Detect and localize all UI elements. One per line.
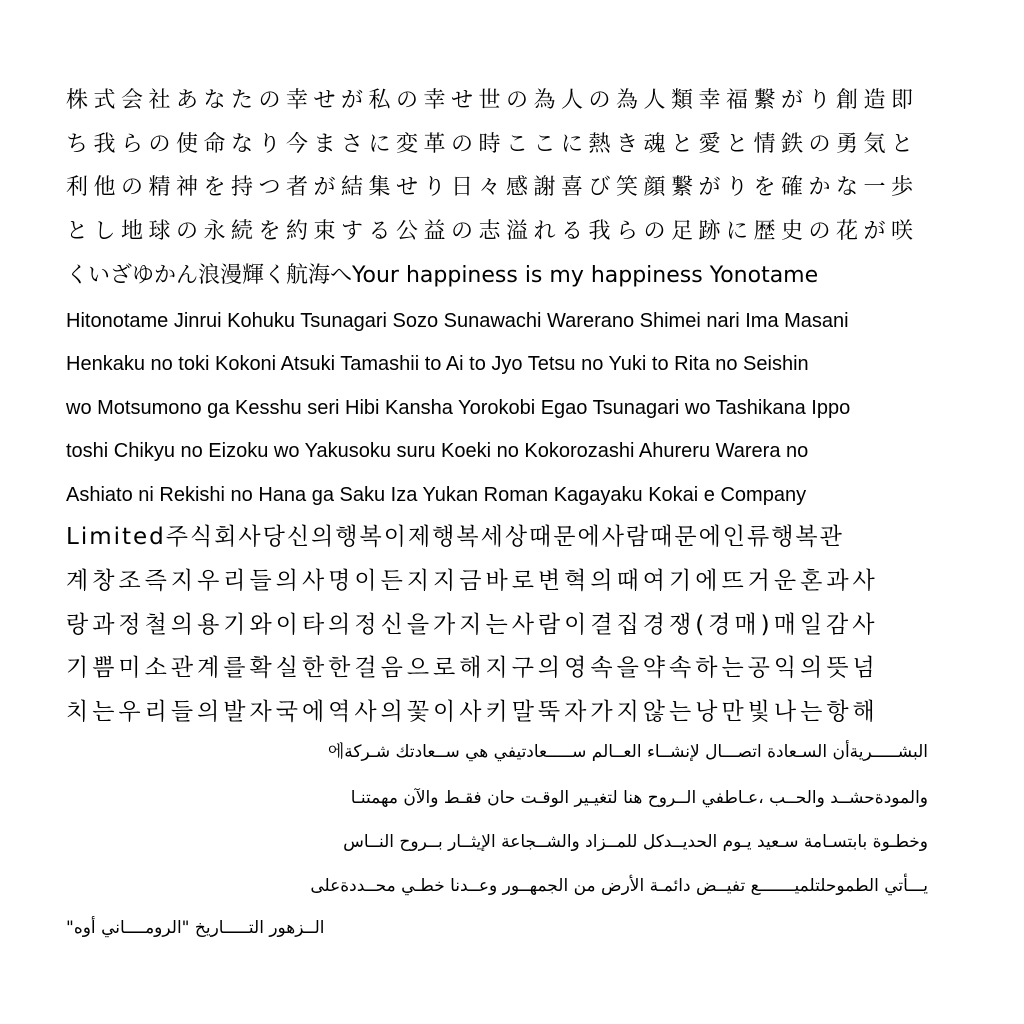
- text-line: يـــأتي الطموحلتلميـــــــع تفيــض دائمـة الأرض من الجمهــور وعــدنا خطـي محــددةعلى: [310, 876, 928, 896]
- text-line: 기쁨미소관계를확실한한걸음으로해지구의영속을약속하는공익의뜻넘: [66, 655, 879, 681]
- text-line: Henkaku no toki Kokoni Atsuki Tamashii to Ai to Jyo Tetsu no Yuki to Rita no Seishin: [66, 353, 809, 375]
- text-line: [66, 265, 818, 287]
- text-line: والمودةحشــد والحــب ،عـاطفي الــروح هنا لتغيـير الوقـت حان فقـط والآن مهمتنـا: [350, 788, 928, 808]
- text-line: الــزهور التـــــاريخ "الرومــــاني أوه": [66, 918, 325, 938]
- text-line: とし地球の永続を約束する公益の志溢れる我らの足跡に歴史の花が咲: [66, 219, 919, 244]
- text-line: ち我らの使命なり今まさに変革の時ここに熱き魂と愛と情鉄の勇気と: [66, 132, 919, 157]
- text-line-mixed: くいざゆかん浪漫輝く航海へYour happiness is my happiness Yonotame: [66, 263, 819, 288]
- text-line: 계창조즉지우리들의사명이든지지금바로변혁의때여기에뜨거운혼과사: [66, 568, 879, 594]
- text-line: 에البشـــــريةأن السـعادة اتصـــال لإنشــاء العــالم ســـــعادتيفي هي ســعادتك شـركة: [327, 742, 928, 762]
- text-line: Limited주식회사당신의행복이제행복세상때문에사람때문에인류행복관: [66, 524, 844, 550]
- text-line: toshi Chikyu no Eizoku wo Yakusoku suru Koeki no Kokorozashi Ahureru Warera no: [66, 440, 809, 462]
- text-line: wo Motsumono ga Kesshu seri Hibi Kansha Yorokobi Egao Tsunagari wo Tashikana Ippo: [66, 397, 851, 419]
- text-line: 랑과정철의용기와이타의정신을가지는사람이결집경쟁(경매)매일감사: [66, 612, 879, 638]
- text-line: Hitonotame Jinrui Kohuku Tsunagari Sozo Sunawachi Warerano Shimei nari Ima Masani: [66, 310, 849, 332]
- text-line: 利他の精神を持つ者が結集せり日々感謝喜び笑顔繋がりを確かな一歩: [66, 175, 919, 200]
- text-line: وخطـوة بابتسـامة سـعيد يـوم الحديــدكل للمــزاد والشــجاعة الإيثــار بــروح النــاس: [343, 832, 928, 852]
- text-line: 치는우리들의발자국에역사의꽃이사키말뚝자가지않는낭만빛나는항해: [66, 699, 879, 725]
- text-line: 株式会社あなたの幸せが私の幸せ世の為人の為人類幸福繋がり創造即: [66, 88, 919, 113]
- text-line: Ashiato ni Rekishi no Hana ga Saku Iza Yukan Roman Kagayaku Kokai e Company: [66, 484, 807, 506]
